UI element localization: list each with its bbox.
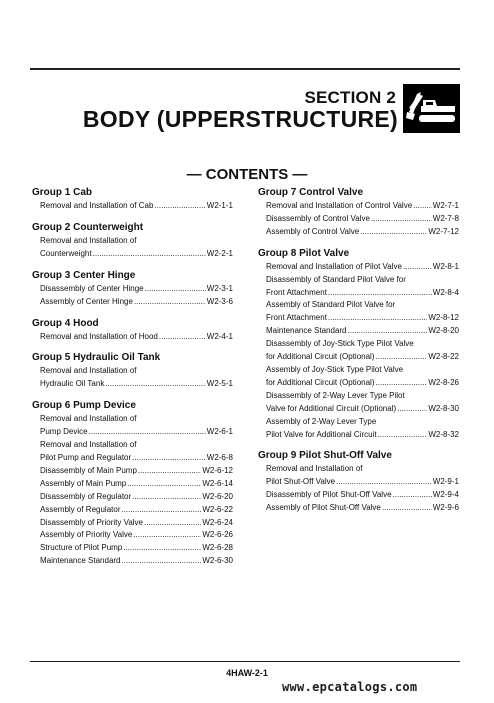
toc-entry[interactable] — [32, 283, 233, 296]
toc-entry[interactable] — [258, 463, 459, 489]
dot-leader — [336, 476, 432, 489]
toc-entry-text: Disassembly of Main Pump — [40, 465, 137, 475]
toc-entry-text: Assembly of Standard Pilot Valve for — [266, 300, 396, 310]
dot-leader — [378, 429, 428, 442]
toc-entry-text: Assembly of Center Hinge — [40, 296, 133, 306]
dot-leader — [145, 283, 206, 296]
toc-entry[interactable] — [32, 478, 233, 491]
dot-leader — [360, 226, 427, 239]
toc-entry[interactable] — [32, 331, 233, 344]
toc-page-ref: W2-8-20 — [428, 326, 459, 336]
toc-entry-text: Assembly of Joy-Stick Type Pilot Valve — [266, 364, 404, 374]
toc-page-ref: W2-6-28 — [202, 543, 233, 553]
toc-entry-text: Assembly of Main Pump — [40, 478, 127, 488]
toc-entry-text: Assembly of Regulator — [40, 504, 121, 514]
toc-page-ref: W2-4-1 — [206, 331, 233, 341]
toc-entry-text: Pilot Pump and Regulator — [40, 452, 132, 462]
toc-entry[interactable] — [32, 235, 233, 261]
contents-left-column — [32, 186, 233, 576]
toc-entry-text: Assembly of Control Valve — [266, 226, 360, 236]
dot-leader — [122, 555, 202, 568]
toc-page-ref: W2-5-1 — [206, 379, 233, 389]
toc-entry-text: Disassembly of Pilot Shut-Off Valve — [266, 490, 392, 500]
toc-entry-text: Removal and Installation of — [40, 366, 137, 376]
toc-page-ref: W2-8-30 — [428, 403, 459, 413]
toc-page-ref: W2-6-30 — [202, 556, 233, 566]
toc-entry-text: Removal and Installation of — [40, 440, 137, 450]
toc-entry[interactable] — [32, 542, 233, 555]
page-title: BODY (UPPERSTRUCTURE) — [82, 106, 398, 132]
dot-leader — [123, 542, 201, 555]
toc-group-title: Group 8 Pilot Valve — [258, 247, 350, 259]
toc-group — [32, 399, 233, 568]
dot-leader — [403, 261, 432, 274]
dot-leader — [328, 287, 432, 300]
dot-leader — [132, 491, 201, 504]
toc-page-ref: W2-3-6 — [206, 296, 233, 306]
toc-entry[interactable] — [32, 504, 233, 517]
dot-leader — [348, 325, 428, 338]
dot-leader — [93, 248, 206, 261]
toc-entry[interactable] — [32, 296, 233, 309]
toc-entry[interactable] — [32, 439, 233, 465]
section-label: SECTION 2 — [304, 88, 396, 107]
toc-group-title: Group 3 Center Hinge — [32, 269, 136, 281]
dot-leader — [89, 426, 206, 439]
toc-entry[interactable] — [258, 226, 459, 239]
toc-entry[interactable] — [258, 502, 459, 515]
toc-entry-text: Pilot Shut-Off Valve — [266, 477, 336, 487]
toc-page-ref: W2-6-20 — [202, 491, 233, 501]
dot-leader — [121, 504, 201, 517]
toc-entry[interactable] — [258, 325, 459, 338]
dot-leader — [413, 200, 432, 213]
excavator-icon — [403, 84, 460, 133]
toc-entry-text: Structure of Pilot Pump — [40, 543, 123, 553]
toc-entry[interactable] — [32, 555, 233, 568]
toc-entry[interactable] — [258, 364, 459, 390]
toc-page-ref: W2-6-22 — [202, 504, 233, 514]
top-rule — [30, 68, 460, 70]
toc-entry[interactable] — [258, 274, 459, 300]
dot-leader — [371, 213, 432, 226]
toc-page-ref: W2-6-14 — [202, 478, 233, 488]
dot-leader — [105, 378, 205, 391]
dot-leader — [154, 200, 205, 213]
toc-entry-text: Removal and Installation of — [40, 235, 137, 245]
toc-entry[interactable] — [32, 365, 233, 391]
toc-entry[interactable] — [258, 213, 459, 226]
toc-entry-text: Removal and Installation of Pilot Valve — [266, 261, 402, 271]
toc-group — [32, 269, 233, 309]
toc-entry[interactable] — [32, 529, 233, 542]
toc-page-ref: W2-2-1 — [206, 248, 233, 258]
toc-group — [32, 317, 233, 344]
contents-heading: — CONTENTS — — [186, 166, 308, 183]
toc-page-ref: W2-8-12 — [428, 313, 459, 323]
toc-page-ref: W2-1-1 — [206, 201, 233, 210]
toc-entry-text: Valve for Additional Circuit (Optional) — [266, 403, 397, 413]
toc-entry[interactable] — [258, 416, 459, 442]
toc-entry[interactable] — [32, 413, 233, 439]
toc-page-ref: W2-8-22 — [428, 352, 459, 362]
toc-entry-text: for Additional Circuit (Optional) — [266, 377, 375, 387]
toc-page-ref: W2-7-8 — [432, 213, 459, 223]
toc-group-title: Group 1 Cab — [32, 187, 93, 198]
toc-page-ref: W2-7-1 — [432, 201, 459, 210]
toc-group-title: Group 5 Hydraulic Oil Tank — [32, 352, 161, 364]
toc-entry-text: Disassembly of Regulator — [40, 491, 132, 501]
toc-entry-text: Removal and Installation of — [266, 464, 363, 474]
toc-entry-text: Pump Device — [40, 427, 88, 437]
watermark: www.epcatalogs.com — [282, 680, 418, 694]
toc-page-ref: W2-9-1 — [432, 477, 459, 487]
toc-entry[interactable] — [32, 517, 233, 530]
toc-page-ref: W2-6-8 — [206, 452, 233, 462]
contents-right-column — [258, 186, 459, 523]
toc-entry-text: Removal and Installation of — [40, 414, 137, 424]
toc-entry-text: Front Attachment — [266, 313, 327, 323]
toc-page-ref: W2-6-26 — [202, 530, 233, 540]
toc-entry[interactable] — [32, 465, 233, 478]
dot-leader — [393, 489, 432, 502]
toc-entry-text: for Additional Circuit (Optional) — [266, 352, 375, 362]
dot-leader — [132, 452, 206, 465]
dot-leader — [397, 403, 427, 416]
toc-entry-text: Disassembly of Joy-Stick Type Pilot Valve — [266, 339, 414, 349]
toc-group-title: Group 6 Pump Device — [32, 400, 136, 412]
toc-page-ref: W2-6-24 — [202, 517, 233, 527]
toc-entry-text: Disassembly of 2-Way Lever Type Pilot — [266, 390, 405, 400]
toc-entry[interactable] — [258, 299, 459, 325]
dot-leader — [138, 465, 201, 478]
toc-group-title: Group 7 Control Valve — [258, 187, 364, 198]
dot-leader — [134, 296, 206, 309]
toc-entry-text: Disassembly of Priority Valve — [40, 517, 143, 527]
dot-leader — [382, 502, 432, 515]
toc-group-title: Group 4 Hood — [32, 317, 99, 329]
toc-entry-text: Assembly of Priority Valve — [40, 530, 133, 540]
dot-leader — [376, 351, 428, 364]
toc-entry-text: Removal and Installation of Hood — [40, 331, 158, 341]
toc-entry[interactable] — [258, 390, 459, 416]
toc-group — [258, 247, 459, 442]
toc-entry-text: Assembly of Pilot Shut-Off Valve — [266, 503, 381, 513]
toc-entry-text: Removal and Installation of Control Valve — [266, 201, 413, 210]
bottom-rule — [30, 661, 460, 662]
dot-leader — [159, 331, 206, 344]
dot-leader — [376, 377, 428, 390]
toc-group — [32, 221, 233, 261]
toc-entry[interactable] — [32, 200, 233, 213]
toc-page-ref: W2-6-12 — [202, 465, 233, 475]
page-number: 4HAW-2-1 — [226, 668, 268, 678]
toc-entry-text: Pilot Valve for Additional Circuit — [266, 429, 377, 439]
dot-leader — [328, 312, 427, 325]
toc-page-ref: W2-8-4 — [432, 287, 459, 297]
toc-page-ref: W2-8-26 — [428, 377, 459, 387]
toc-page-ref: W2-3-1 — [206, 283, 233, 293]
toc-entry[interactable] — [258, 338, 459, 364]
toc-entry[interactable] — [258, 489, 459, 502]
toc-entry-text: Maintenance Standard — [40, 556, 121, 566]
toc-entry-text: Counterweight — [40, 248, 92, 258]
toc-group — [258, 186, 459, 239]
toc-entry-text: Hydraulic Oil Tank — [40, 379, 105, 389]
toc-entry[interactable] — [32, 491, 233, 504]
toc-group-title: Group 2 Counterweight — [32, 221, 144, 233]
toc-group — [32, 351, 233, 391]
toc-entry-text: Disassembly of Standard Pilot Valve for — [266, 274, 406, 284]
toc-entry[interactable] — [258, 200, 459, 213]
toc-group-title: Group 9 Pilot Shut-Off Valve — [258, 450, 392, 462]
toc-page-ref: W2-8-32 — [428, 429, 459, 439]
toc-page-ref: W2-6-1 — [206, 427, 233, 437]
toc-page-ref: W2-9-4 — [432, 490, 459, 500]
toc-entry[interactable] — [258, 261, 459, 274]
toc-entry-text: Disassembly of Center Hinge — [40, 283, 144, 293]
toc-page-ref: W2-7-12 — [428, 226, 459, 236]
toc-entry-text: Disassembly of Control Valve — [266, 213, 370, 223]
toc-page-ref: W2-8-1 — [432, 261, 459, 271]
dot-leader — [127, 478, 201, 491]
toc-entry-text: Assembly of 2-Way Lever Type — [266, 416, 377, 426]
toc-group — [258, 449, 459, 515]
toc-entry-text: Front Attachment — [266, 287, 327, 297]
toc-entry-text: Maintenance Standard — [266, 326, 347, 336]
toc-entry-text: Removal and Installation of Cab — [40, 201, 154, 210]
dot-leader — [144, 517, 201, 530]
dot-leader — [133, 529, 201, 542]
toc-page-ref: W2-9-6 — [432, 503, 459, 513]
toc-group — [32, 186, 233, 213]
